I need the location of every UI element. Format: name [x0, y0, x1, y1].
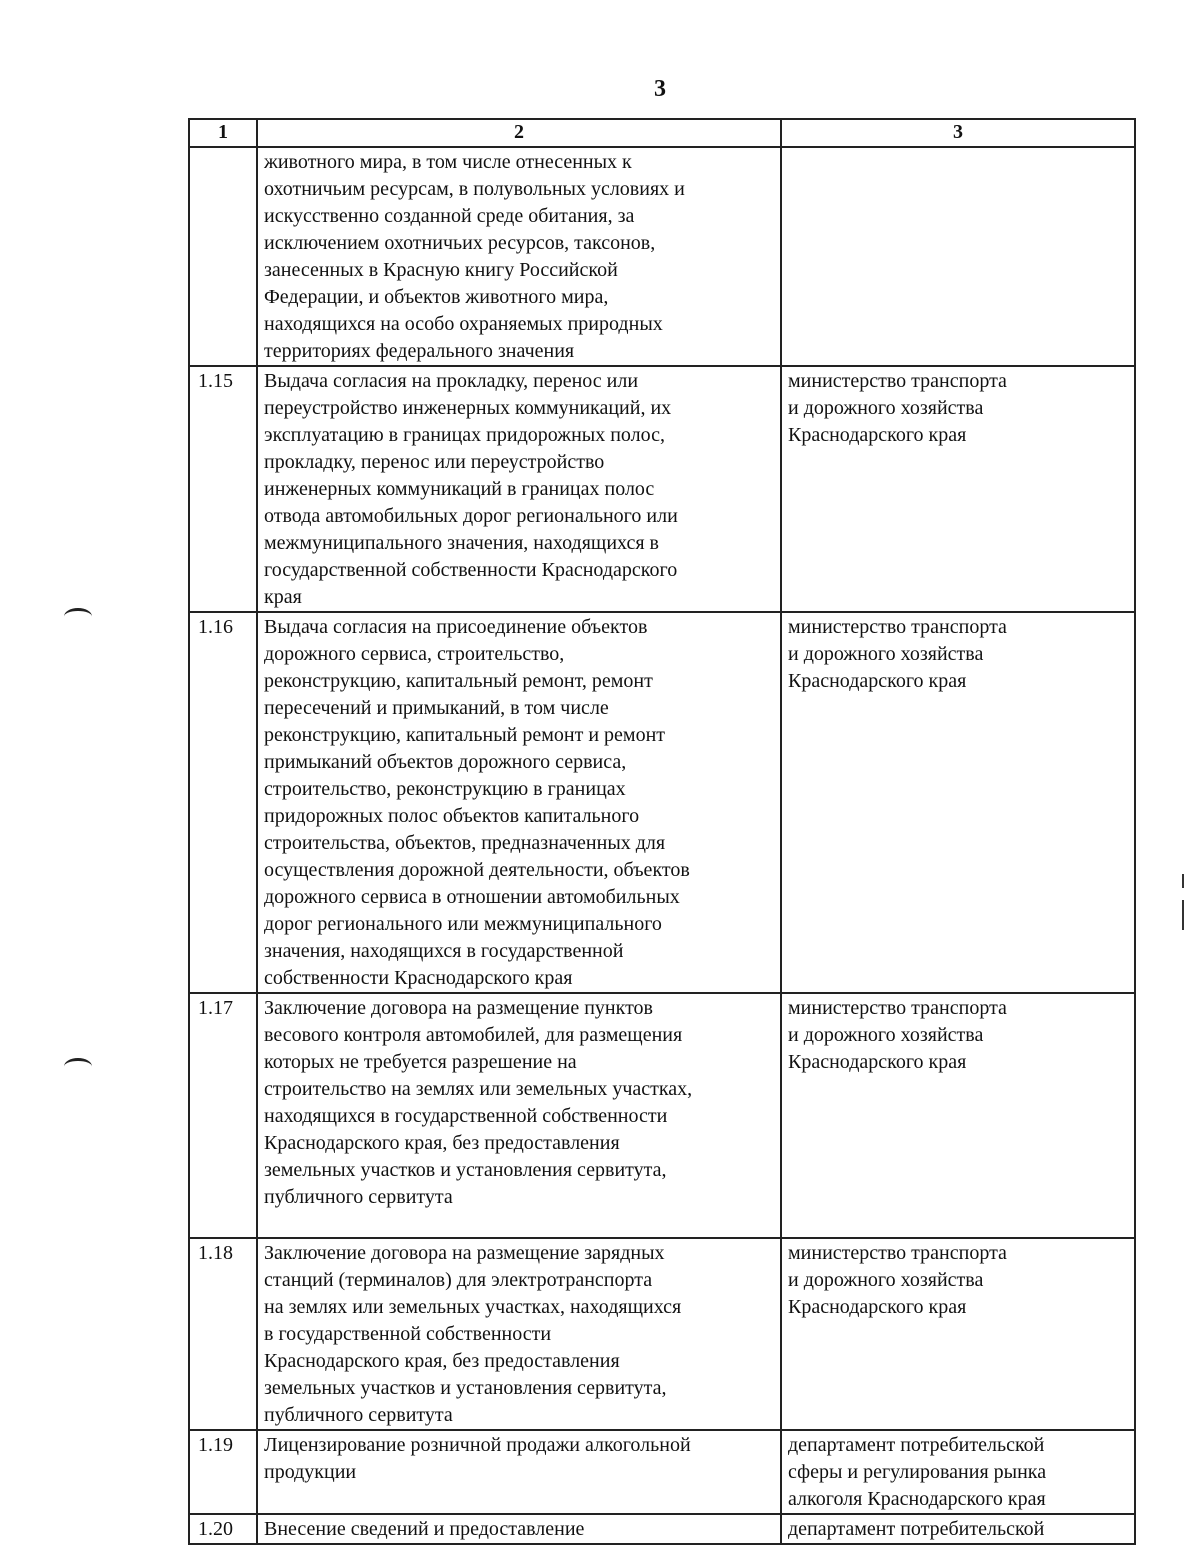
scan-edge-bar-large [1182, 900, 1184, 930]
header-cell-department: 3 [781, 119, 1135, 147]
row-description: Лицензирование розничной продажи алкогольной продукции [257, 1430, 781, 1514]
row-number [189, 147, 257, 366]
services-table [188, 118, 1136, 1545]
table-row [189, 366, 1135, 612]
table-header-row [189, 119, 1135, 147]
scan-mark-lower [64, 1058, 92, 1075]
scan-mark-upper [64, 608, 92, 625]
table-row [189, 1430, 1135, 1514]
row-department [781, 147, 1135, 366]
table-row [189, 147, 1135, 366]
row-description: животного мира, в том числе отнесенных к охотничьим ресурсам, в полувольных условиях и искусственно созданной среде обитания, за исключением охотничьих ресурсов, таксонов, занесенных в Красную книгу Российской Федерации, и объектов животного мира, находящихся на особо охраняемых природных территориях федерального значения [257, 147, 781, 366]
table-row [189, 993, 1135, 1238]
row-description: Заключение договора на размещение зарядных станций (терминалов) для электротранспорта на землях или земельных участках, находящихся в государственной собственности Краснодарского края, без предоставления земельных участков и установления сервитута, публичного сервитута [257, 1238, 781, 1430]
row-department: департамент потребительской [781, 1514, 1135, 1544]
table-row [189, 1514, 1135, 1544]
table-row [189, 612, 1135, 993]
row-number: 1.19 [189, 1430, 257, 1514]
row-number: 1.20 [189, 1514, 257, 1544]
row-number: 1.15 [189, 366, 257, 612]
row-number: 1.17 [189, 993, 257, 1238]
table-row [189, 1238, 1135, 1430]
row-department: министерство транспорта и дорожного хозяйства Краснодарского края [781, 1238, 1135, 1430]
header-cell-description: 2 [257, 119, 781, 147]
row-number: 1.16 [189, 612, 257, 993]
scan-edge-bar-small [1182, 874, 1184, 888]
row-description: Внесение сведений и предоставление [257, 1514, 781, 1544]
row-department: министерство транспорта и дорожного хозяйства Краснодарского края [781, 366, 1135, 612]
row-number: 1.18 [189, 1238, 257, 1430]
header-cell-number: 1 [189, 119, 257, 147]
row-department: департамент потребительской сферы и регулирования рынка алкоголя Краснодарского края [781, 1430, 1135, 1514]
row-description: Выдача согласия на присоединение объектов дорожного сервиса, строительство, реконструкцию, капитальный ремонт, ремонт пересечений и примыканий, в том числе реконструкцию, капитальный ремонт и ремонт примыканий объектов дорожного сервиса, строительство, реконструкцию в границах придорожных полос объектов капитального строительства, объектов, предназначенных для осуществления дорожной деятельности, объектов дорожного сервиса в отношении автомобильных дорог регионального или межмуниципального значения, находящихся в государственной собственности Краснодарского края [257, 612, 781, 993]
row-department: министерство транспорта и дорожного хозяйства Краснодарского края [781, 993, 1135, 1238]
row-description: Выдача согласия на прокладку, перенос или переустройство инженерных коммуникаций, их эксплуатацию в границах придорожных полос, прокладку, перенос или переустройство инженерных коммуникаций в границах полос отвода автомобильных дорог регионального или межмуниципального значения, находящихся в государственной собственности Краснодарского края [257, 366, 781, 612]
row-description: Заключение договора на размещение пунктов весового контроля автомобилей, для размещения которых не требуется разрешение на строительство на землях или земельных участках, находящихся в государственной собственности Краснодарского края, без предоставления земельных участков и установления сервитута, публичного сервитута [257, 993, 781, 1238]
page-number: 3 [654, 76, 666, 102]
row-department: министерство транспорта и дорожного хозяйства Краснодарского края [781, 612, 1135, 993]
